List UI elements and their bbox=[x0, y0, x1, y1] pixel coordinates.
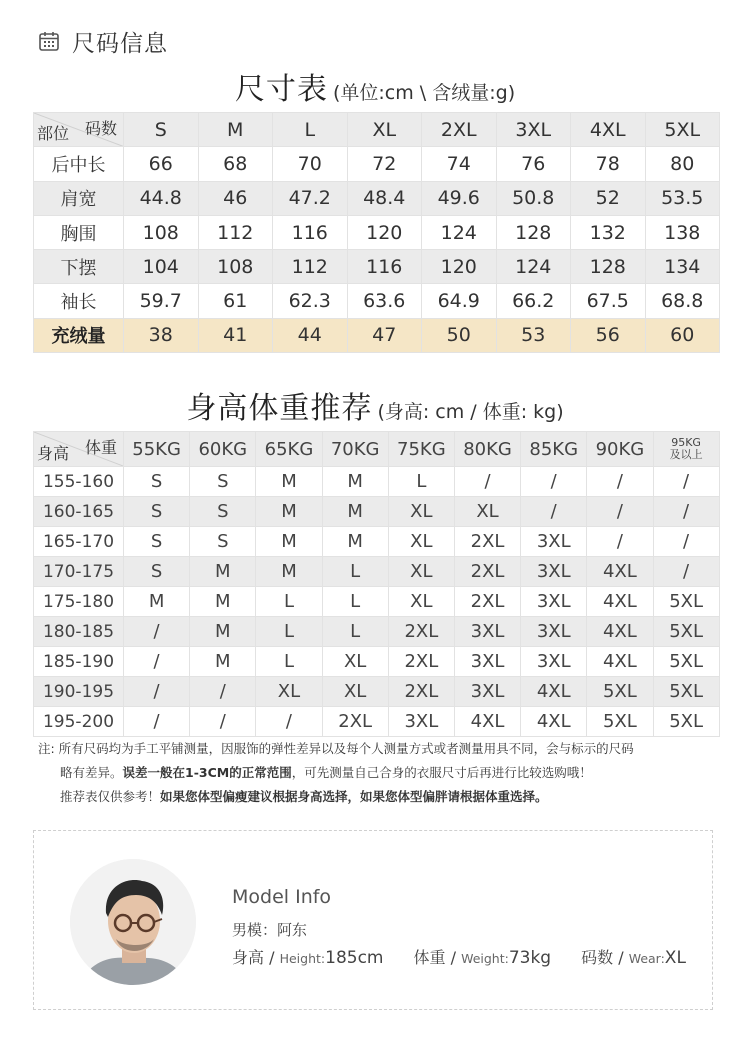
size-cell: 41 bbox=[198, 318, 273, 352]
height-range-label: 195-200 bbox=[34, 707, 124, 737]
height-en-label: Height: bbox=[279, 951, 326, 966]
recommend-cell: 4XL bbox=[587, 587, 653, 617]
size-row-label: 下摆 bbox=[34, 250, 124, 284]
recommend-cell: M bbox=[256, 467, 322, 497]
recommend-cell: L bbox=[322, 617, 388, 647]
weight-header-95kg-line1: 95KG bbox=[671, 436, 701, 449]
size-cell: 108 bbox=[198, 250, 273, 284]
note-line-2 bbox=[60, 762, 750, 784]
height-range-label: 155-160 bbox=[34, 467, 124, 497]
recommend-cell: M bbox=[190, 587, 256, 617]
size-header-row bbox=[34, 113, 720, 147]
height-range-label: 170-175 bbox=[34, 557, 124, 587]
recommend-row bbox=[34, 557, 720, 587]
recommend-cell: / bbox=[256, 707, 322, 737]
recommend-cell: 2XL bbox=[454, 557, 520, 587]
weight-cn-label: 体重 / bbox=[413, 948, 456, 967]
size-row bbox=[34, 147, 720, 181]
size-cell: 60 bbox=[645, 318, 720, 352]
recommend-cell: L bbox=[256, 587, 322, 617]
recommend-cell: / bbox=[124, 707, 190, 737]
recommend-cell: 2XL bbox=[388, 677, 454, 707]
model-name: 男模：阿东 bbox=[232, 921, 308, 939]
recommend-cell: / bbox=[124, 677, 190, 707]
size-corner-cell bbox=[34, 113, 124, 147]
size-cell: 46 bbox=[198, 181, 273, 215]
recommend-cell: / bbox=[653, 557, 719, 587]
model-info-card bbox=[33, 830, 713, 1010]
recommend-cell: 4XL bbox=[587, 557, 653, 587]
model-avatar bbox=[70, 859, 196, 985]
recommend-cell: M bbox=[322, 497, 388, 527]
size-chart-heading bbox=[0, 64, 750, 108]
recommend-row bbox=[34, 587, 720, 617]
note-line-2-bold: 误差一般在1-3CM的正常范围 bbox=[122, 765, 292, 780]
size-cell: 52 bbox=[571, 181, 646, 215]
size-chart-table bbox=[33, 112, 720, 353]
size-cell: 72 bbox=[347, 147, 422, 181]
size-cell: 116 bbox=[347, 250, 422, 284]
size-cell: 124 bbox=[422, 215, 497, 249]
recommend-cell: XL bbox=[454, 497, 520, 527]
recommend-cell: / bbox=[587, 527, 653, 557]
recommend-cell: M bbox=[190, 617, 256, 647]
weight-en-label: Weight: bbox=[461, 951, 509, 966]
size-cell: 68.8 bbox=[645, 284, 720, 318]
recommend-cell: 2XL bbox=[454, 527, 520, 557]
size-header-5xl: 5XL bbox=[645, 113, 720, 147]
corner-weight-label: 体重 bbox=[84, 438, 117, 457]
size-cell: 64.9 bbox=[422, 284, 497, 318]
recommend-cell: / bbox=[190, 677, 256, 707]
size-row bbox=[34, 250, 720, 284]
corner-part-label: 部位 bbox=[37, 124, 70, 144]
height-range-label: 160-165 bbox=[34, 497, 124, 527]
size-row-label: 肩宽 bbox=[34, 181, 124, 215]
size-header-s: S bbox=[124, 113, 199, 147]
recommend-cell: 4XL bbox=[587, 647, 653, 677]
note-line-3-normal: 推荐表仅供参考！ bbox=[60, 789, 161, 804]
recommend-cell: L bbox=[256, 617, 322, 647]
note-line-2-normal: 略有差异。 bbox=[60, 765, 123, 780]
recommend-cell: 2XL bbox=[454, 587, 520, 617]
recommend-corner-cell bbox=[34, 432, 124, 467]
recommend-row bbox=[34, 527, 720, 557]
recommend-cell: 3XL bbox=[521, 647, 587, 677]
size-cell: 116 bbox=[273, 215, 348, 249]
size-cell: 47.2 bbox=[273, 181, 348, 215]
size-cell: 112 bbox=[198, 215, 273, 249]
size-cell: 124 bbox=[496, 250, 571, 284]
size-row bbox=[34, 215, 720, 249]
recommend-cell: XL bbox=[388, 557, 454, 587]
size-header-m: M bbox=[198, 113, 273, 147]
recommend-cell: M bbox=[322, 467, 388, 497]
size-cell: 56 bbox=[571, 318, 646, 352]
recommend-cell: L bbox=[256, 647, 322, 677]
size-row bbox=[34, 181, 720, 215]
recommend-cell: M bbox=[190, 647, 256, 677]
size-header-xl: XL bbox=[347, 113, 422, 147]
size-cell: 48.4 bbox=[347, 181, 422, 215]
size-cell: 61 bbox=[198, 284, 273, 318]
corner-height-label: 身高 bbox=[37, 444, 70, 463]
note-line-2-rest: ，可先测量自己合身的衣服尺寸后再进行比较选购哦！ bbox=[291, 765, 592, 780]
recommend-cell: L bbox=[322, 557, 388, 587]
recommend-cell: / bbox=[653, 497, 719, 527]
size-cell: 59.7 bbox=[124, 284, 199, 318]
size-cell: 50 bbox=[422, 318, 497, 352]
section-header bbox=[38, 26, 168, 56]
recommend-cell: 4XL bbox=[521, 707, 587, 737]
size-header-3xl: 3XL bbox=[496, 113, 571, 147]
size-cell: 44.8 bbox=[124, 181, 199, 215]
recommend-cell: / bbox=[454, 467, 520, 497]
size-cell: 38 bbox=[124, 318, 199, 352]
recommend-cell: XL bbox=[388, 497, 454, 527]
recommend-cell: 5XL bbox=[653, 677, 719, 707]
height-range-label: 165-170 bbox=[34, 527, 124, 557]
recommend-cell: 3XL bbox=[454, 677, 520, 707]
size-cell: 47 bbox=[347, 318, 422, 352]
size-cn-label: 码数 / bbox=[581, 948, 624, 967]
size-cell: 63.6 bbox=[347, 284, 422, 318]
recommend-cell: 3XL bbox=[521, 527, 587, 557]
recommend-cell: S bbox=[124, 527, 190, 557]
recommend-chart-unit: (身高: cm / 体重: kg) bbox=[377, 401, 564, 423]
recommend-cell: 4XL bbox=[521, 677, 587, 707]
size-cell: 76 bbox=[496, 147, 571, 181]
recommend-cell: / bbox=[587, 497, 653, 527]
recommend-cell: S bbox=[190, 497, 256, 527]
recommend-cell: 5XL bbox=[653, 587, 719, 617]
size-cell: 44 bbox=[273, 318, 348, 352]
height-range-label: 185-190 bbox=[34, 647, 124, 677]
size-row bbox=[34, 318, 720, 352]
weight-header: 85KG bbox=[521, 432, 587, 467]
size-cell: 128 bbox=[496, 215, 571, 249]
recommend-row bbox=[34, 497, 720, 527]
size-cell: 132 bbox=[571, 215, 646, 249]
size-row-label: 袖长 bbox=[34, 284, 124, 318]
size-cell: 120 bbox=[422, 250, 497, 284]
recommend-row bbox=[34, 467, 720, 497]
weight-header-row bbox=[34, 432, 720, 467]
size-cell: 53 bbox=[496, 318, 571, 352]
recommend-cell: 2XL bbox=[388, 617, 454, 647]
recommend-cell: / bbox=[653, 467, 719, 497]
recommend-cell: / bbox=[124, 647, 190, 677]
size-cell: 67.5 bbox=[571, 284, 646, 318]
height-range-label: 190-195 bbox=[34, 677, 124, 707]
size-cell: 80 bbox=[645, 147, 720, 181]
weight-header: 80KG bbox=[454, 432, 520, 467]
recommend-cell: L bbox=[388, 467, 454, 497]
size-cell: 112 bbox=[273, 250, 348, 284]
recommend-cell: / bbox=[587, 467, 653, 497]
height-value: 185cm bbox=[325, 948, 384, 968]
size-header-l: L bbox=[273, 113, 348, 147]
size-cell: 138 bbox=[645, 215, 720, 249]
calendar-icon bbox=[38, 30, 60, 52]
weight-value: 73kg bbox=[508, 948, 552, 968]
recommend-row bbox=[34, 677, 720, 707]
weight-header: 55KG bbox=[124, 432, 190, 467]
recommend-cell: XL bbox=[256, 677, 322, 707]
size-cell: 68 bbox=[198, 147, 273, 181]
recommend-cell: 3XL bbox=[521, 617, 587, 647]
recommend-cell: 3XL bbox=[521, 557, 587, 587]
recommend-cell: 3XL bbox=[388, 707, 454, 737]
size-chart-title: 尺寸表 bbox=[234, 72, 328, 107]
model-weight bbox=[413, 945, 551, 968]
recommend-cell: 2XL bbox=[388, 647, 454, 677]
size-row bbox=[34, 284, 720, 318]
weight-header-95kg bbox=[653, 432, 719, 467]
size-cell: 108 bbox=[124, 215, 199, 249]
recommend-cell: S bbox=[190, 527, 256, 557]
size-cell: 53.5 bbox=[645, 181, 720, 215]
note-line-3-bold: 如果您体型偏瘦建议根据身高选择，如果您体型偏胖请根据体重选择。 bbox=[160, 789, 548, 804]
recommend-cell: XL bbox=[322, 677, 388, 707]
recommend-cell: XL bbox=[322, 647, 388, 677]
recommend-cell: S bbox=[190, 467, 256, 497]
recommend-cell: M bbox=[322, 527, 388, 557]
recommend-cell: / bbox=[653, 527, 719, 557]
size-cell: 74 bbox=[422, 147, 497, 181]
recommend-cell: 4XL bbox=[587, 617, 653, 647]
size-value: XL bbox=[664, 948, 686, 968]
model-info-title: Model Info bbox=[232, 886, 332, 908]
recommend-cell: XL bbox=[388, 587, 454, 617]
model-height bbox=[232, 945, 383, 968]
size-chart-unit: (单位:cm \ 含绒量:g) bbox=[332, 82, 516, 104]
recommend-cell: 5XL bbox=[653, 647, 719, 677]
recommend-cell: 5XL bbox=[587, 707, 653, 737]
recommend-chart-title: 身高体重推荐 bbox=[186, 391, 373, 426]
size-header-4xl: 4XL bbox=[571, 113, 646, 147]
size-cell: 66.2 bbox=[496, 284, 571, 318]
weight-header: 65KG bbox=[256, 432, 322, 467]
recommend-cell: 5XL bbox=[653, 617, 719, 647]
weight-header: 60KG bbox=[190, 432, 256, 467]
size-cell: 134 bbox=[645, 250, 720, 284]
weight-header: 90KG bbox=[587, 432, 653, 467]
size-cell: 62.3 bbox=[273, 284, 348, 318]
size-row-label: 胸围 bbox=[34, 215, 124, 249]
weight-header-95kg-line2: 及以上 bbox=[669, 448, 703, 461]
size-cell: 50.8 bbox=[496, 181, 571, 215]
recommend-cell: M bbox=[190, 557, 256, 587]
size-cell: 104 bbox=[124, 250, 199, 284]
recommend-cell: / bbox=[521, 467, 587, 497]
size-cell: 66 bbox=[124, 147, 199, 181]
recommend-cell: 5XL bbox=[587, 677, 653, 707]
recommend-cell: S bbox=[124, 557, 190, 587]
recommend-cell: / bbox=[521, 497, 587, 527]
note-line-1: 注: 所有尺码均为手工平铺测量，因服饰的弹性差异以及每个人测量方式或者测量用具不同，会与标示的尺码 bbox=[38, 741, 634, 756]
height-cn-label: 身高 / bbox=[232, 948, 275, 967]
recommend-cell: 2XL bbox=[322, 707, 388, 737]
weight-header: 75KG bbox=[388, 432, 454, 467]
recommend-row bbox=[34, 617, 720, 647]
size-header-2xl: 2XL bbox=[422, 113, 497, 147]
weight-header: 70KG bbox=[322, 432, 388, 467]
size-cell: 70 bbox=[273, 147, 348, 181]
model-size bbox=[581, 945, 686, 968]
recommend-cell: M bbox=[256, 497, 322, 527]
size-row-label: 后中长 bbox=[34, 147, 124, 181]
size-row-label: 充绒量 bbox=[34, 318, 124, 352]
recommend-chart-table bbox=[33, 431, 720, 737]
recommend-row bbox=[34, 707, 720, 737]
recommend-cell: M bbox=[124, 587, 190, 617]
section-title: 尺码信息 bbox=[72, 30, 168, 57]
recommend-cell: M bbox=[256, 527, 322, 557]
height-range-label: 175-180 bbox=[34, 587, 124, 617]
recommend-cell: / bbox=[124, 617, 190, 647]
recommend-cell: 5XL bbox=[653, 707, 719, 737]
recommend-cell: 4XL bbox=[454, 707, 520, 737]
recommend-cell: 3XL bbox=[521, 587, 587, 617]
model-stats bbox=[232, 945, 716, 968]
recommend-cell: 3XL bbox=[454, 647, 520, 677]
recommend-cell: L bbox=[322, 587, 388, 617]
size-en-label: Wear: bbox=[628, 951, 665, 966]
height-range-label: 180-185 bbox=[34, 617, 124, 647]
recommend-cell: S bbox=[124, 497, 190, 527]
size-cell: 78 bbox=[571, 147, 646, 181]
size-cell: 49.6 bbox=[422, 181, 497, 215]
recommend-row bbox=[34, 647, 720, 677]
recommend-cell: M bbox=[256, 557, 322, 587]
corner-size-label: 码数 bbox=[84, 119, 117, 138]
recommend-chart-heading bbox=[0, 383, 750, 427]
size-cell: 128 bbox=[571, 250, 646, 284]
recommend-cell: 3XL bbox=[454, 617, 520, 647]
note-line-3 bbox=[60, 786, 750, 808]
recommend-cell: / bbox=[190, 707, 256, 737]
recommend-cell: XL bbox=[388, 527, 454, 557]
recommend-cell: S bbox=[124, 467, 190, 497]
size-cell: 120 bbox=[347, 215, 422, 249]
